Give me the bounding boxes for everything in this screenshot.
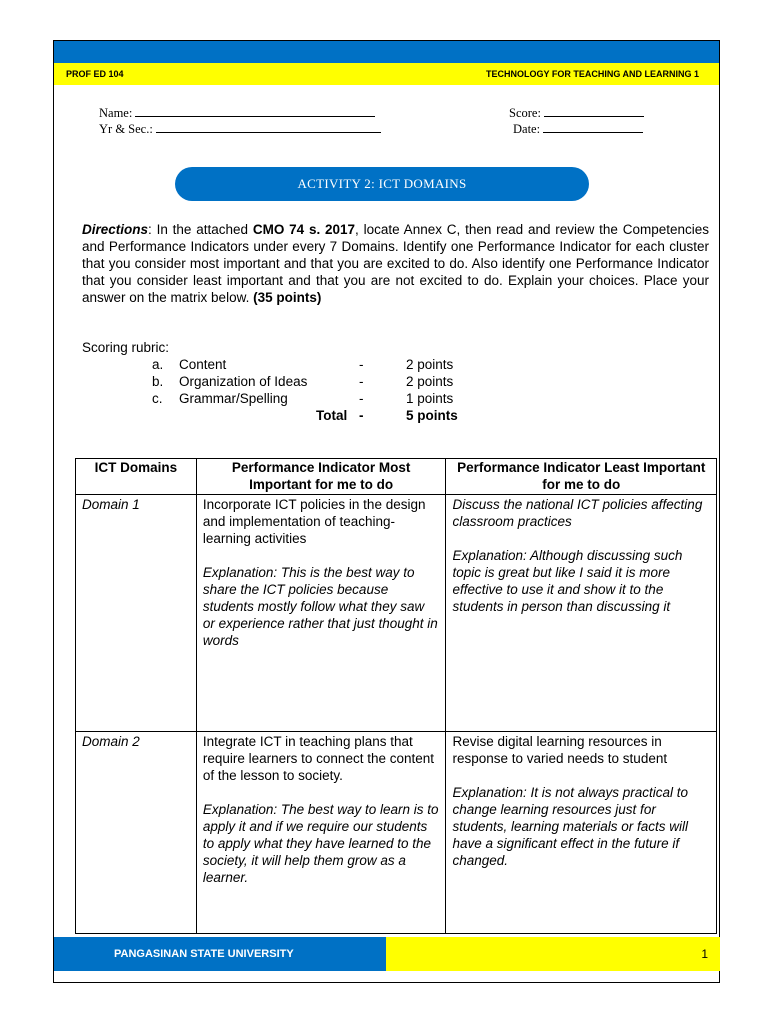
activity-title: ACTIVITY 2: ICT DOMAINS [175,167,589,201]
name-line [135,105,375,117]
rubric-label: Content [179,357,227,372]
header-yellow-band [54,63,719,85]
rubric-total-dash: - [359,408,364,423]
directions-part1: : In the attached [148,222,253,237]
directions-cmo: CMO 74 s. 2017 [252,222,356,237]
least-important-cell [446,732,717,934]
date-line [543,121,643,133]
rubric-dash: - [359,374,364,389]
rubric-title: Scoring rubric: [82,340,170,355]
rubric-letter: a. [152,357,164,372]
footer-university: PANGASINAN STATE UNIVERSITY [114,948,294,960]
least-indicator: Revise digital learning resources in response to varied needs to student [452,734,668,766]
directions-lead: Directions [82,222,149,237]
date-label: Date: [513,122,541,136]
rubric-dash: - [359,391,364,406]
footer-yellow-band [386,937,720,971]
rubric-item [54,391,721,408]
directions-part2: , locate Annex C, then read and review the Competencies and Performance Indicators under every 7 Domains. Identify one Performance Indicator for each cluster that you consider most important and that you are excited to do. Also identify one Performance Indicator that you consider least important and that you are not excited to do. Explain your choices. Place your answer on the matrix below. [82,222,709,305]
yr-sec-label: Yr & Sec.: [99,122,153,136]
course-title: TECHNOLOGY FOR TEACHING AND LEARNING 1 [485,69,699,79]
directions-paragraph [82,221,709,306]
domain-cell: Domain 2 [76,732,197,934]
rubric-item [54,357,721,374]
most-indicator: Incorporate ICT policies in the design and implementation of teaching-learning activities [202,497,426,546]
most-explanation: Explanation: The best way to learn is to apply it and if we require our students to apply what they have learned to the society, it will help them grow as a learner. [202,802,439,885]
rubric-item [54,374,721,391]
ict-domains-table [75,458,717,934]
name-label: Name: [99,106,133,120]
course-code: PROF ED 104 [66,69,124,79]
table-row [76,732,717,934]
least-important-cell [446,495,717,732]
yr-sec-field [99,121,381,137]
score-line [544,105,644,117]
directions-points: (35 points) [253,290,322,305]
table-row [76,495,717,732]
rubric-label: Organization of Ideas [179,374,308,389]
domain-cell: Domain 1 [76,495,197,732]
most-important-cell [196,495,446,732]
most-explanation: Explanation: This is the best way to share the ICT policies because students mostly follow what they saw or experience rather that just thought in words [202,565,438,648]
name-field [99,105,375,121]
most-indicator: Integrate ICT in teaching plans that require learners to connect the content of the lesson to society. [202,734,435,783]
column-header-domains: ICT Domains [76,459,197,495]
least-explanation: Explanation: It is not always practical to change learning resources just for students, learning materials or facts will have a significant effect in the future if changed. [452,785,689,868]
yr-sec-line [156,121,381,133]
document-page [53,40,720,983]
column-header-most-important: Performance Indicator Most Important for me to do [196,459,446,495]
rubric-total [54,408,721,425]
least-indicator: Discuss the national ICT policies affecting classroom practices [452,497,703,529]
table-header-row [76,459,717,495]
footer-blue-band [54,937,386,971]
rubric-letter: c. [152,391,163,406]
least-explanation: Explanation: Although discussing such topic is great but like I said it is more effective to use it and show it to the students in person than discussing it [452,548,683,614]
score-label: Score: [509,106,541,120]
rubric-letter: b. [152,374,164,389]
most-important-cell [196,732,446,934]
rubric-dash: - [359,357,364,372]
rubric-total-points: 5 points [406,408,458,423]
score-field [509,105,644,121]
header-blue-band [54,41,719,63]
rubric-points: 2 points [406,357,454,372]
rubric-points: 1 points [406,391,454,406]
column-header-least-important: Performance Indicator Least Important for me to do [446,459,717,495]
rubric-total-label: Total [316,408,348,423]
page-number: 1 [701,947,708,961]
rubric-points: 2 points [406,374,454,389]
date-field [513,121,643,137]
rubric-label: Grammar/Spelling [179,391,288,406]
